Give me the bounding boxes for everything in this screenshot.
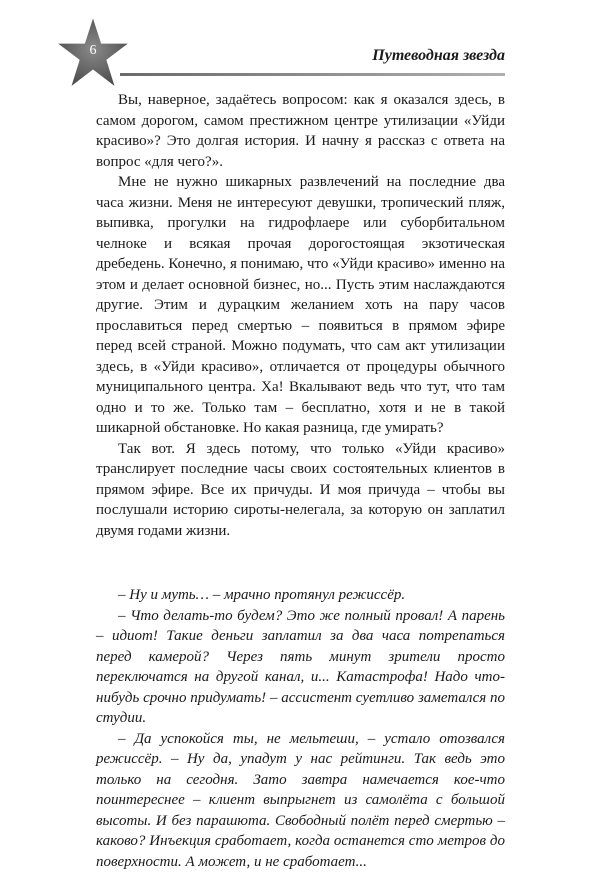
page-header (0, 0, 600, 100)
header-rule (120, 73, 505, 76)
dialogue-line: – Что делать-то будем? Это же полный провал! А парень – идиот! Такие деньги заплатил за два часа потрепаться перед камерой? Через пять минут зрители просто переключатся на другой канал, и... Катастрофа! Надо что-нибудь срочно придумать! – ассистент суетливо заметался по студии. (96, 606, 505, 729)
dialogue-section (96, 585, 505, 872)
paragraph: Мне не нужно шикарных развлечений на последние два часа жизни. Меня не интересуют девушки, тропический пляж, выпивка, прогулки на гидрофлаере или суборбитальном челноке и всякая прочая дорогостоящая экзотическая дребедень. Конечно, я понимаю, что «Уйди красиво» именно на этом и делает основной бизнес, но... Пусть этим наслаждаются другие. Этим и дурацким желанием хоть на пару часов прославиться перед смертью – появиться в прямом эфире перед всей страной. Можно подумать, что сам акт утилизации здесь, в «Уйди красиво», отличается от процедуры обычного муниципального центра. Ха! Вкалывают ведь что тут, что там одно и то же. Только там – бесплатно, хотя и не в такой шикарной обстановке. Но какая разница, где умирать? (96, 172, 505, 439)
page-body (96, 90, 505, 872)
running-title: Путеводная звезда (372, 47, 505, 65)
dialogue-line: – Да успокойся ты, не мельтеши, – устало отозвался режиссёр. – Ну да, упадут у нас рейтинги. Так ведь это только на сегодня. Зато завтра намечается кое-что поинтереснее – клиент выпрыгнет из самолёта с большой высоты. И без парашюта. Свободный полёт перед смертью – каково? Инъекция сработает, когда останется сто метров до поверхности. А может, и не сработает... (96, 729, 505, 872)
paragraph: Так вот. Я здесь потому, что только «Уйди красиво» транслирует последние часы своих состоятельных клиентов в прямом эфире. Все их причуды. И моя причуда – чтобы вы послушали историю сироты-нелегала, за которую он заплатил двумя годами жизни. (96, 439, 505, 542)
paragraph: Вы, наверное, задаётесь вопросом: как я оказался здесь, в самом дорогом, самом престижном центре утилизации «Уйди красиво»? Это долгая история. И начну я рассказ с ответа на вопрос «для чего?». (96, 90, 505, 172)
dialogue-line: – Ну и муть… – мрачно протянул режиссёр. (96, 585, 505, 606)
page-number: 6 (56, 43, 130, 59)
